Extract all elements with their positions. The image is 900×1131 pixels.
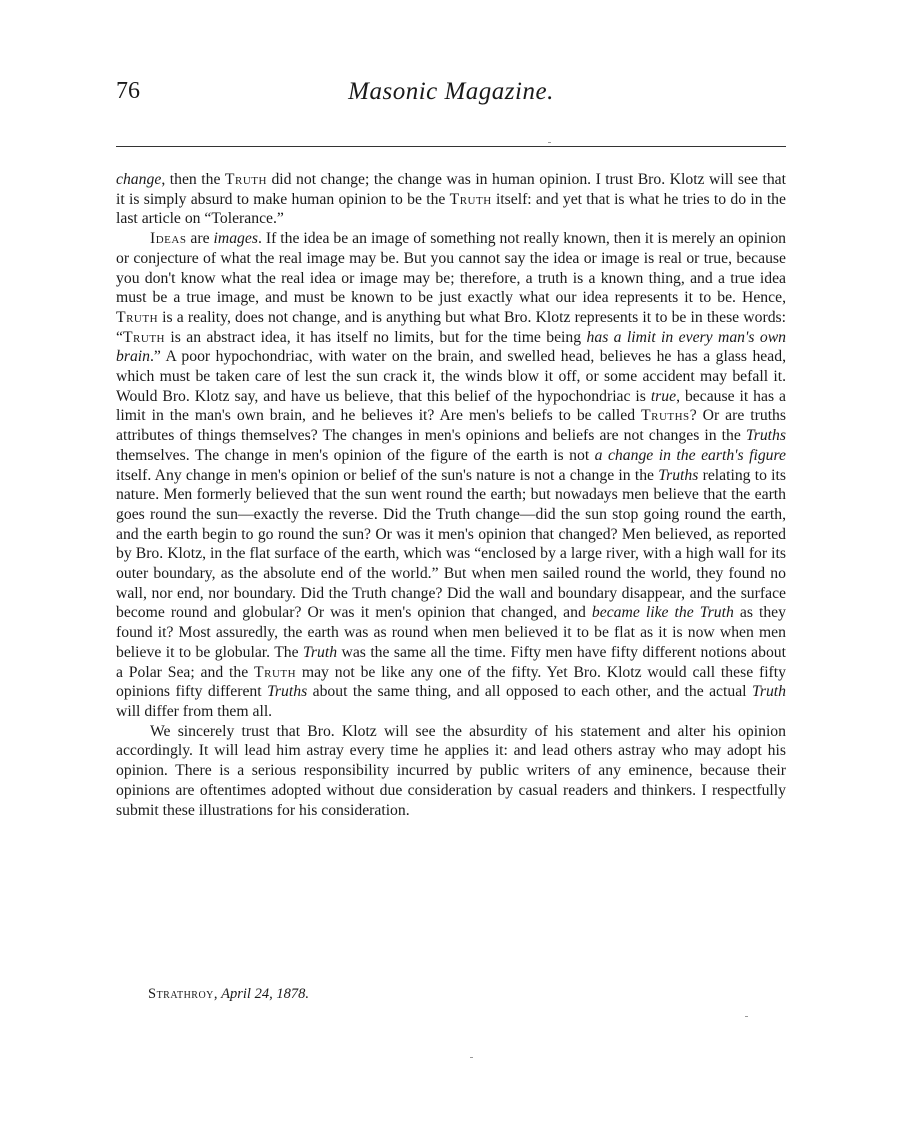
small-caps-run: Truth	[449, 190, 492, 208]
text-run: are	[186, 230, 214, 248]
small-caps-run: Truth	[254, 663, 297, 681]
text-run: .” A poor hypochondriac, with water on the brain, and swelled head, believes he has a glass head, which must be taken care of lest the sun crack it, the winds blow it off, or some accident may befall it. Would Bro. Klotz say, and have us believe, that this belief of the hypochondriac is	[116, 348, 786, 405]
small-caps-run: Ideas	[150, 230, 187, 248]
article-body	[116, 170, 786, 820]
signature-line	[148, 986, 309, 1003]
italic-run: Truths	[267, 683, 308, 701]
italic-run: became like the Truth	[591, 604, 734, 622]
italic-run: images	[213, 230, 258, 248]
italic-run: Truth	[751, 683, 786, 701]
italic-run: true	[650, 387, 677, 405]
text-run: itself: and yet that is what he tries to do in the last article on “Tolerance.”	[116, 190, 786, 228]
small-caps-run: Truth	[122, 328, 165, 346]
italic-run: Truth	[303, 643, 338, 661]
text-run: was the same all the time. Fifty men have fifty different notions about a Polar Sea; and the	[116, 643, 786, 681]
italic-run: a change in the earth's figure	[594, 446, 787, 464]
text-run: itself. Any change in men's opinion or belief of the sun's nature is not a change in the	[116, 466, 659, 484]
signature-date: April 24, 1878.	[221, 986, 309, 1002]
paragraph-continuation	[116, 170, 786, 229]
print-speck	[745, 1016, 748, 1017]
paragraph-conclusion	[116, 722, 786, 821]
text-run: will differ from them all.	[116, 702, 273, 720]
text-run: ? Or are truths attributes of things themselves? The changes in men's opinions and beliefs are not changes in the	[116, 407, 786, 445]
small-caps-run: Truth	[224, 171, 267, 188]
italic-run: Truths	[745, 427, 786, 445]
italic-run: change	[116, 171, 162, 188]
text-run: did not change; the change was in human opinion. I trust Bro. Klotz will see that it is simply absurd to make human opinion to be the	[116, 171, 786, 208]
text-run: is an abstract idea, it has itself no limits, but for the time being	[165, 328, 587, 346]
paragraph-ideas	[116, 229, 786, 722]
text-run: themselves. The change in men's opinion of the figure of the earth is not	[116, 446, 595, 464]
small-caps-run: Truth	[116, 308, 159, 326]
text-run: about the same thing, and all opposed to each other, and the actual	[307, 683, 752, 701]
text-run: We sincerely trust that Bro. Klotz will see the absurdity of his statement and alter his opinion accordingly. It will lead him astray every time he applies it: and lead others astray who may adopt his opinion. There is a serious responsibility incurred by public writers of any eminence, because their opinions are oftentimes adopted without due consideration by casual readers and thinkers. I respectfully submit these illustrations for his consideration.	[116, 722, 786, 819]
text-run: . If the idea be an image of something not really known, then it is merely an opinion or conjecture of what the real image may be. But you cannot say the idea or image is real or true, because you don't know what the real idea or image may be; therefore, a truth is a known thing, and a true idea must be a true image, and must be known to be just exactly what our idea represents it to be. Hence,	[116, 230, 787, 307]
text-run: may not be like any one of the fifty. Yet Bro. Klotz would call these fifty opinions fifty different	[116, 663, 786, 701]
page-number: 76	[116, 78, 140, 104]
signature-comma: ,	[213, 986, 222, 1002]
italic-run: Truths	[658, 466, 699, 484]
text-run: relating to its nature. Men formerly believed that the sun went round the earth; but nowadays men believe that the earth goes round the sun—exactly the reverse. Did the Truth change—did the sun stop going round the earth, and the earth begin to go round the sun? Or was it men's opinion that changed? Men believed, as reported by Bro. Klotz, in the flat surface of the earth, which was “enclosed by a large river, with a high wall for its outer boundary, as the absolute end of the world.” But when men sailed round the world, they found no wall, nor end, nor boundary. Did the Truth change? Did the wall and boundary disappear, and the surface become round and globular? Or was it men's opinion that changed, and	[116, 466, 786, 622]
running-title: Masonic Magazine.	[348, 78, 554, 105]
text-run: is a reality, does not change, and is anything but what Bro. Klotz represents it to be in these words: “	[116, 308, 786, 346]
header-rule	[116, 146, 786, 147]
page-header	[116, 68, 786, 118]
print-speck	[470, 1057, 473, 1058]
signature-place: Strathroy	[148, 986, 214, 1002]
text-run: as they found it? Most assuredly, the earth was as round when men believed it to be flat as it is now when men believe it to be globular. The	[116, 604, 786, 661]
small-caps-run: Truths	[641, 407, 690, 425]
italic-run: has a limit in every man's own brain	[116, 328, 787, 366]
text-run: , then the	[161, 171, 225, 188]
print-speck	[548, 142, 551, 143]
text-run: , because it has a limit in the man's own brain, and he believes it? Are men's beliefs to be called	[116, 387, 786, 425]
